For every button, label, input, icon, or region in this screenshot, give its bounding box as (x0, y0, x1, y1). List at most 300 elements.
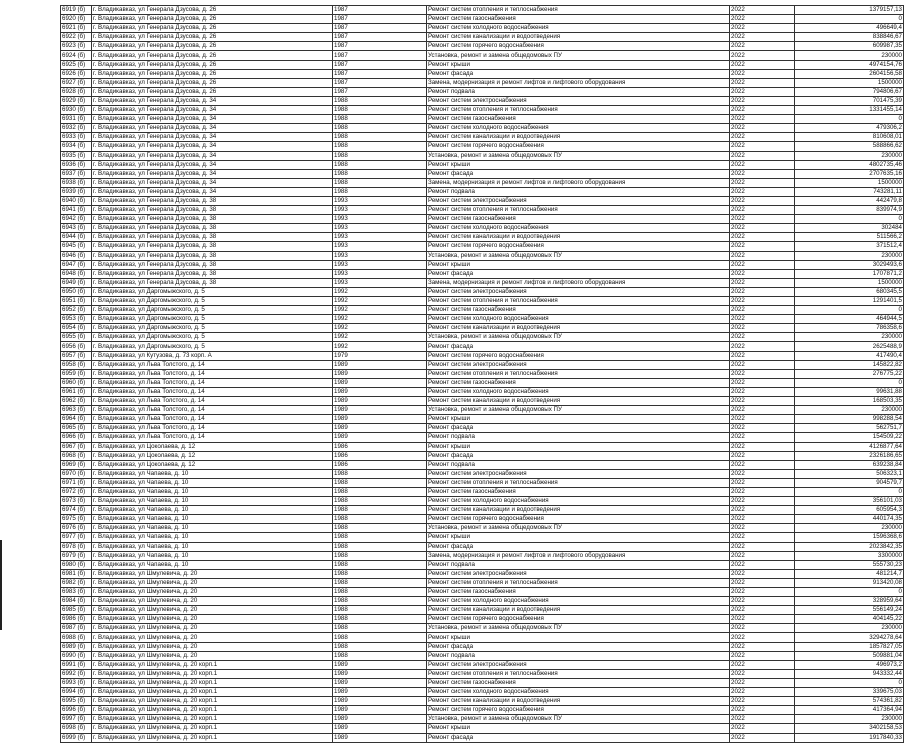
row-id-cell: 6943 (б) (61, 224, 92, 233)
build-year-cell: 1992 (333, 324, 427, 333)
address-cell: г. Владикавказ, ул Генерала Дзусова, д. 26 (92, 6, 333, 15)
table-row (61, 642, 904, 651)
amount-cell: 998288,54 (795, 415, 904, 424)
work-type-cell: Ремонт подвала (427, 187, 730, 196)
table-row (61, 96, 904, 105)
build-year-cell: 1992 (333, 315, 427, 324)
amount-cell: 743281,11 (795, 187, 904, 196)
amount-cell: 154509,22 (795, 433, 904, 442)
work-type-cell: Ремонт фасада (427, 269, 730, 278)
amount-cell: 1707871,2 (795, 269, 904, 278)
table-row (61, 415, 904, 424)
row-id-cell: 6939 (б) (61, 187, 92, 196)
plan-year-cell: 2022 (730, 351, 795, 360)
amount-cell: 356101,03 (795, 497, 904, 506)
work-type-cell: Замена, модернизация и ремонт лифтов и лифтового оборудования (427, 551, 730, 560)
build-year-cell: 1992 (333, 306, 427, 315)
plan-year-cell: 2022 (730, 678, 795, 687)
repair-program-table (60, 5, 904, 743)
plan-year-cell: 2022 (730, 15, 795, 24)
address-cell: г. Владикавказ, ул Шмулевича, д. 20 корп.1 (92, 706, 333, 715)
work-type-cell: Ремонт систем отопления и теплоснабжения (427, 369, 730, 378)
build-year-cell: 1988 (333, 606, 427, 615)
work-type-cell: Ремонт систем электроснабжения (427, 569, 730, 578)
work-type-cell: Ремонт систем канализации и водоотведения (427, 33, 730, 42)
row-id-cell: 6990 (б) (61, 651, 92, 660)
amount-cell: 230000 (795, 406, 904, 415)
work-type-cell: Ремонт систем газоснабжения (427, 306, 730, 315)
amount-cell: 0 (795, 487, 904, 496)
table-row (61, 706, 904, 715)
row-id-cell: 6941 (б) (61, 206, 92, 215)
work-type-cell: Ремонт систем отопления и теплоснабжения (427, 6, 730, 15)
table-row (61, 178, 904, 187)
amount-cell: 2326186,65 (795, 451, 904, 460)
table-row (61, 697, 904, 706)
work-type-cell: Ремонт систем холодного водоснабжения (427, 124, 730, 133)
address-cell: г. Владикавказ, ул Льва Толстого, д. 14 (92, 378, 333, 387)
row-id-cell: 6991 (б) (61, 660, 92, 669)
amount-cell: 2604156,58 (795, 69, 904, 78)
build-year-cell: 1988 (333, 478, 427, 487)
amount-cell: 1857827,05 (795, 642, 904, 651)
row-id-cell: 6960 (б) (61, 378, 92, 387)
work-type-cell: Ремонт систем газоснабжения (427, 487, 730, 496)
table-row (61, 24, 904, 33)
build-year-cell: 1993 (333, 233, 427, 242)
build-year-cell: 1989 (333, 678, 427, 687)
work-type-cell: Ремонт систем холодного водоснабжения (427, 597, 730, 606)
row-id-cell: 6995 (б) (61, 697, 92, 706)
amount-cell: 555730,23 (795, 560, 904, 569)
table-row (61, 69, 904, 78)
address-cell: г. Владикавказ, ул Шмулевича, д. 20 (92, 578, 333, 587)
work-type-cell: Ремонт фасада (427, 424, 730, 433)
amount-cell: 230000 (795, 51, 904, 60)
build-year-cell: 1988 (333, 524, 427, 533)
amount-cell: 168503,35 (795, 397, 904, 406)
row-id-cell: 6975 (б) (61, 515, 92, 524)
amount-cell: 701475,39 (795, 96, 904, 105)
build-year-cell: 1993 (333, 251, 427, 260)
work-type-cell: Ремонт систем газоснабжения (427, 378, 730, 387)
build-year-cell: 1988 (333, 515, 427, 524)
table-row (61, 551, 904, 560)
plan-year-cell: 2022 (730, 697, 795, 706)
table-row (61, 606, 904, 615)
table-row (61, 733, 904, 742)
plan-year-cell: 2022 (730, 206, 795, 215)
row-id-cell: 6930 (б) (61, 106, 92, 115)
work-type-cell: Ремонт крыши (427, 160, 730, 169)
table-row (61, 588, 904, 597)
row-id-cell: 6974 (б) (61, 506, 92, 515)
plan-year-cell: 2022 (730, 360, 795, 369)
address-cell: г. Владикавказ, ул Даргомыжского, д. 5 (92, 306, 333, 315)
amount-cell: 511566,2 (795, 233, 904, 242)
amount-cell: 1500000 (795, 278, 904, 287)
table-row (61, 42, 904, 51)
row-id-cell: 6933 (б) (61, 133, 92, 142)
table-row (61, 533, 904, 542)
work-type-cell: Ремонт систем горячего водоснабжения (427, 515, 730, 524)
work-type-cell: Ремонт фасада (427, 169, 730, 178)
address-cell: г. Владикавказ, ул Генерала Дзусова, д. 38 (92, 278, 333, 287)
address-cell: г. Владикавказ, ул Кутузова, д. 73 корп. А (92, 351, 333, 360)
table-row (61, 487, 904, 496)
address-cell: г. Владикавказ, ул Генерала Дзусова, д. 38 (92, 233, 333, 242)
address-cell: г. Владикавказ, ул Шмулевича, д. 20 (92, 624, 333, 633)
plan-year-cell: 2022 (730, 178, 795, 187)
amount-cell: 0 (795, 588, 904, 597)
table-row (61, 497, 904, 506)
amount-cell: 4802735,46 (795, 160, 904, 169)
address-cell: г. Владикавказ, ул Генерала Дзусова, д. 34 (92, 124, 333, 133)
row-id-cell: 6954 (б) (61, 324, 92, 333)
work-type-cell: Ремонт систем электроснабжения (427, 287, 730, 296)
table-row (61, 542, 904, 551)
table-row (61, 315, 904, 324)
amount-cell: 4974154,76 (795, 60, 904, 69)
address-cell: г. Владикавказ, ул Генерала Дзусова, д. 38 (92, 196, 333, 205)
amount-cell: 417490,4 (795, 351, 904, 360)
amount-cell: 838846,67 (795, 33, 904, 42)
plan-year-cell: 2022 (730, 333, 795, 342)
address-cell: г. Владикавказ, ул Льва Толстого, д. 14 (92, 433, 333, 442)
address-cell: г. Владикавказ, ул Генерала Дзусова, д. 38 (92, 215, 333, 224)
table-row (61, 660, 904, 669)
row-id-cell: 6963 (б) (61, 406, 92, 415)
amount-cell: 230000 (795, 624, 904, 633)
address-cell: г. Владикавказ, ул Чапаева, д. 10 (92, 478, 333, 487)
table-row (61, 160, 904, 169)
row-id-cell: 6940 (б) (61, 196, 92, 205)
build-year-cell: 1989 (333, 369, 427, 378)
row-id-cell: 6958 (б) (61, 360, 92, 369)
table-row (61, 106, 904, 115)
row-id-cell: 6928 (б) (61, 87, 92, 96)
row-id-cell: 6957 (б) (61, 351, 92, 360)
build-year-cell: 1992 (333, 342, 427, 351)
work-type-cell: Ремонт систем канализации и водоотведения (427, 606, 730, 615)
address-cell: г. Владикавказ, ул Шмулевича, д. 20 (92, 597, 333, 606)
build-year-cell: 1988 (333, 178, 427, 187)
address-cell: г. Владикавказ, ул Генерала Дзусова, д. 38 (92, 260, 333, 269)
plan-year-cell: 2022 (730, 369, 795, 378)
plan-year-cell: 2022 (730, 597, 795, 606)
table-row (61, 624, 904, 633)
plan-year-cell: 2022 (730, 551, 795, 560)
plan-year-cell: 2022 (730, 278, 795, 287)
address-cell: г. Владикавказ, ул Чапаева, д. 10 (92, 542, 333, 551)
row-id-cell: 6964 (б) (61, 415, 92, 424)
table-row (61, 597, 904, 606)
amount-cell: 440174,35 (795, 515, 904, 524)
row-id-cell: 6949 (б) (61, 278, 92, 287)
work-type-cell: Ремонт крыши (427, 260, 730, 269)
amount-cell: 639238,84 (795, 460, 904, 469)
amount-cell: 509881,04 (795, 651, 904, 660)
row-id-cell: 6952 (б) (61, 306, 92, 315)
address-cell: г. Владикавказ, ул Генерала Дзусова, д. 34 (92, 96, 333, 105)
row-id-cell: 6961 (б) (61, 387, 92, 396)
work-type-cell: Ремонт систем канализации и водоотведения (427, 506, 730, 515)
amount-cell: 230000 (795, 251, 904, 260)
address-cell: г. Владикавказ, ул Льва Толстого, д. 14 (92, 387, 333, 396)
amount-cell: 145822,82 (795, 360, 904, 369)
row-id-cell: 6988 (б) (61, 633, 92, 642)
address-cell: г. Владикавказ, ул Льва Толстого, д. 14 (92, 406, 333, 415)
amount-cell: 609987,35 (795, 42, 904, 51)
build-year-cell: 1993 (333, 269, 427, 278)
row-id-cell: 6971 (б) (61, 478, 92, 487)
table-row (61, 6, 904, 15)
address-cell: г. Владикавказ, ул Шмулевича, д. 20 (92, 569, 333, 578)
row-id-cell: 6922 (б) (61, 33, 92, 42)
address-cell: г. Владикавказ, ул Шмулевича, д. 20 (92, 633, 333, 642)
address-cell: г. Владикавказ, ул Шмулевича, д. 20 корп.1 (92, 678, 333, 687)
table-row (61, 196, 904, 205)
row-id-cell: 6997 (б) (61, 715, 92, 724)
build-year-cell: 1988 (333, 633, 427, 642)
table-row (61, 378, 904, 387)
plan-year-cell: 2022 (730, 451, 795, 460)
plan-year-cell: 2022 (730, 233, 795, 242)
build-year-cell: 1988 (333, 124, 427, 133)
work-type-cell: Ремонт систем канализации и водоотведения (427, 133, 730, 142)
amount-cell: 2707635,16 (795, 169, 904, 178)
plan-year-cell: 2022 (730, 651, 795, 660)
address-cell: г. Владикавказ, ул Чапаева, д. 10 (92, 533, 333, 542)
amount-cell: 99631,88 (795, 387, 904, 396)
work-type-cell: Ремонт фасада (427, 733, 730, 742)
table-row (61, 224, 904, 233)
table-row (61, 33, 904, 42)
amount-cell: 556149,24 (795, 606, 904, 615)
address-cell: г. Владикавказ, ул Чапаева, д. 10 (92, 487, 333, 496)
plan-year-cell: 2022 (730, 415, 795, 424)
table-row (61, 369, 904, 378)
plan-year-cell: 2022 (730, 533, 795, 542)
row-id-cell: 6925 (б) (61, 60, 92, 69)
amount-cell: 4126877,64 (795, 442, 904, 451)
plan-year-cell: 2022 (730, 60, 795, 69)
table-row (61, 15, 904, 24)
row-id-cell: 6937 (б) (61, 169, 92, 178)
plan-year-cell: 2022 (730, 224, 795, 233)
plan-year-cell: 2022 (730, 569, 795, 578)
address-cell: г. Владикавказ, ул Цоколаева, д. 12 (92, 442, 333, 451)
build-year-cell: 1988 (333, 533, 427, 542)
plan-year-cell: 2022 (730, 560, 795, 569)
amount-cell: 943332,44 (795, 669, 904, 678)
build-year-cell: 1987 (333, 51, 427, 60)
table-row (61, 506, 904, 515)
build-year-cell: 1986 (333, 451, 427, 460)
address-cell: г. Владикавказ, ул Шмулевича, д. 20 (92, 615, 333, 624)
plan-year-cell: 2022 (730, 269, 795, 278)
work-type-cell: Ремонт систем горячего водоснабжения (427, 615, 730, 624)
amount-cell: 339675,03 (795, 688, 904, 697)
address-cell: г. Владикавказ, ул Льва Толстого, д. 14 (92, 415, 333, 424)
table-row (61, 78, 904, 87)
address-cell: г. Владикавказ, ул Даргомыжского, д. 5 (92, 297, 333, 306)
build-year-cell: 1988 (333, 651, 427, 660)
build-year-cell: 1988 (333, 115, 427, 124)
build-year-cell: 1993 (333, 242, 427, 251)
table-row (61, 442, 904, 451)
build-year-cell: 1986 (333, 460, 427, 469)
amount-cell: 810608,01 (795, 133, 904, 142)
row-id-cell: 6986 (б) (61, 615, 92, 624)
table-row (61, 524, 904, 533)
address-cell: г. Владикавказ, ул Генерала Дзусова, д. 34 (92, 160, 333, 169)
build-year-cell: 1988 (333, 506, 427, 515)
build-year-cell: 1989 (333, 697, 427, 706)
amount-cell: 913420,08 (795, 578, 904, 587)
build-year-cell: 1987 (333, 33, 427, 42)
table-row (61, 724, 904, 733)
address-cell: г. Владикавказ, ул Даргомыжского, д. 5 (92, 333, 333, 342)
work-type-cell: Ремонт систем электроснабжения (427, 196, 730, 205)
work-type-cell: Ремонт систем горячего водоснабжения (427, 142, 730, 151)
row-id-cell: 6927 (б) (61, 78, 92, 87)
amount-cell: 1379157,13 (795, 6, 904, 15)
work-type-cell: Ремонт фасада (427, 69, 730, 78)
table-row (61, 206, 904, 215)
build-year-cell: 1988 (333, 578, 427, 587)
address-cell: г. Владикавказ, ул Чапаева, д. 10 (92, 560, 333, 569)
build-year-cell: 1993 (333, 206, 427, 215)
address-cell: г. Владикавказ, ул Цоколаева, д. 12 (92, 460, 333, 469)
amount-cell: 496973,2 (795, 660, 904, 669)
table-row (61, 278, 904, 287)
plan-year-cell: 2022 (730, 342, 795, 351)
build-year-cell: 1988 (333, 487, 427, 496)
address-cell: г. Владикавказ, ул Чапаева, д. 10 (92, 497, 333, 506)
build-year-cell: 1987 (333, 6, 427, 15)
table-row (61, 360, 904, 369)
amount-cell: 276775,22 (795, 369, 904, 378)
address-cell: г. Владикавказ, ул Генерала Дзусова, д. 38 (92, 242, 333, 251)
row-id-cell: 6932 (б) (61, 124, 92, 133)
table-row (61, 297, 904, 306)
work-type-cell: Ремонт систем канализации и водоотведения (427, 324, 730, 333)
amount-cell: 1917840,33 (795, 733, 904, 742)
work-type-cell: Ремонт фасада (427, 642, 730, 651)
amount-cell: 786358,6 (795, 324, 904, 333)
build-year-cell: 1993 (333, 224, 427, 233)
plan-year-cell: 2022 (730, 515, 795, 524)
work-type-cell: Ремонт систем газоснабжения (427, 215, 730, 224)
build-year-cell: 1989 (333, 378, 427, 387)
work-type-cell: Ремонт систем электроснабжения (427, 469, 730, 478)
work-type-cell: Ремонт систем отопления и теплоснабжения (427, 106, 730, 115)
work-type-cell: Замена, модернизация и ремонт лифтов и лифтового оборудования (427, 178, 730, 187)
plan-year-cell: 2022 (730, 251, 795, 260)
row-id-cell: 6996 (б) (61, 706, 92, 715)
plan-year-cell: 2022 (730, 578, 795, 587)
table-row (61, 60, 904, 69)
table-row (61, 451, 904, 460)
amount-cell: 562751,7 (795, 424, 904, 433)
build-year-cell: 1993 (333, 196, 427, 205)
amount-cell: 328959,64 (795, 597, 904, 606)
table-row (61, 260, 904, 269)
amount-cell: 481214,7 (795, 569, 904, 578)
row-id-cell: 6976 (б) (61, 524, 92, 533)
work-type-cell: Ремонт систем отопления и теплоснабжения (427, 206, 730, 215)
table-row (61, 715, 904, 724)
table-row (61, 424, 904, 433)
address-cell: г. Владикавказ, ул Генерала Дзусова, д. 34 (92, 142, 333, 151)
plan-year-cell: 2022 (730, 497, 795, 506)
build-year-cell: 1989 (333, 424, 427, 433)
table-row (61, 460, 904, 469)
row-id-cell: 6945 (б) (61, 242, 92, 251)
address-cell: г. Владикавказ, ул Генерала Дзусова, д. 26 (92, 42, 333, 51)
build-year-cell: 1988 (333, 96, 427, 105)
address-cell: г. Владикавказ, ул Даргомыжского, д. 5 (92, 287, 333, 296)
address-cell: г. Владикавказ, ул Чапаева, д. 10 (92, 524, 333, 533)
plan-year-cell: 2022 (730, 660, 795, 669)
work-type-cell: Установка, ремонт и замена общедомовых ПУ (427, 524, 730, 533)
address-cell: г. Владикавказ, ул Чапаева, д. 10 (92, 469, 333, 478)
amount-cell: 3029493,6 (795, 260, 904, 269)
address-cell: г. Владикавказ, ул Шмулевича, д. 20 корп.1 (92, 733, 333, 742)
plan-year-cell: 2022 (730, 315, 795, 324)
build-year-cell: 1992 (333, 333, 427, 342)
plan-year-cell: 2022 (730, 242, 795, 251)
row-id-cell: 6931 (б) (61, 115, 92, 124)
build-year-cell: 1989 (333, 706, 427, 715)
build-year-cell: 1988 (333, 142, 427, 151)
address-cell: г. Владикавказ, ул Генерала Дзусова, д. 38 (92, 206, 333, 215)
table-row (61, 306, 904, 315)
address-cell: г. Владикавказ, ул Генерала Дзусова, д. 26 (92, 69, 333, 78)
work-type-cell: Ремонт подвала (427, 433, 730, 442)
work-type-cell: Ремонт систем канализации и водоотведения (427, 397, 730, 406)
row-id-cell: 6926 (б) (61, 69, 92, 78)
amount-cell: 904579,7 (795, 478, 904, 487)
address-cell: г. Владикавказ, ул Генерала Дзусова, д. 34 (92, 133, 333, 142)
table-row (61, 233, 904, 242)
address-cell: г. Владикавказ, ул Чапаева, д. 10 (92, 506, 333, 515)
plan-year-cell: 2022 (730, 424, 795, 433)
amount-cell: 794806,67 (795, 87, 904, 96)
work-type-cell: Ремонт систем горячего водоснабжения (427, 351, 730, 360)
amount-cell: 1331455,14 (795, 106, 904, 115)
address-cell: г. Владикавказ, ул Генерала Дзусова, д. 26 (92, 15, 333, 24)
address-cell: г. Владикавказ, ул Генерала Дзусова, д. 26 (92, 60, 333, 69)
build-year-cell: 1992 (333, 287, 427, 296)
address-cell: г. Владикавказ, ул Шмулевича, д. 20 корп.1 (92, 669, 333, 678)
build-year-cell: 1987 (333, 78, 427, 87)
plan-year-cell: 2022 (730, 151, 795, 160)
work-type-cell: Ремонт фасада (427, 542, 730, 551)
work-type-cell: Ремонт систем горячего водоснабжения (427, 242, 730, 251)
document-page (60, 5, 902, 743)
row-id-cell: 6979 (б) (61, 551, 92, 560)
table-row (61, 678, 904, 687)
build-year-cell: 1988 (333, 160, 427, 169)
plan-year-cell: 2022 (730, 324, 795, 333)
amount-cell: 0 (795, 115, 904, 124)
build-year-cell: 1988 (333, 497, 427, 506)
plan-year-cell: 2022 (730, 42, 795, 51)
address-cell: г. Владикавказ, ул Шмулевича, д. 20 (92, 642, 333, 651)
plan-year-cell: 2022 (730, 196, 795, 205)
